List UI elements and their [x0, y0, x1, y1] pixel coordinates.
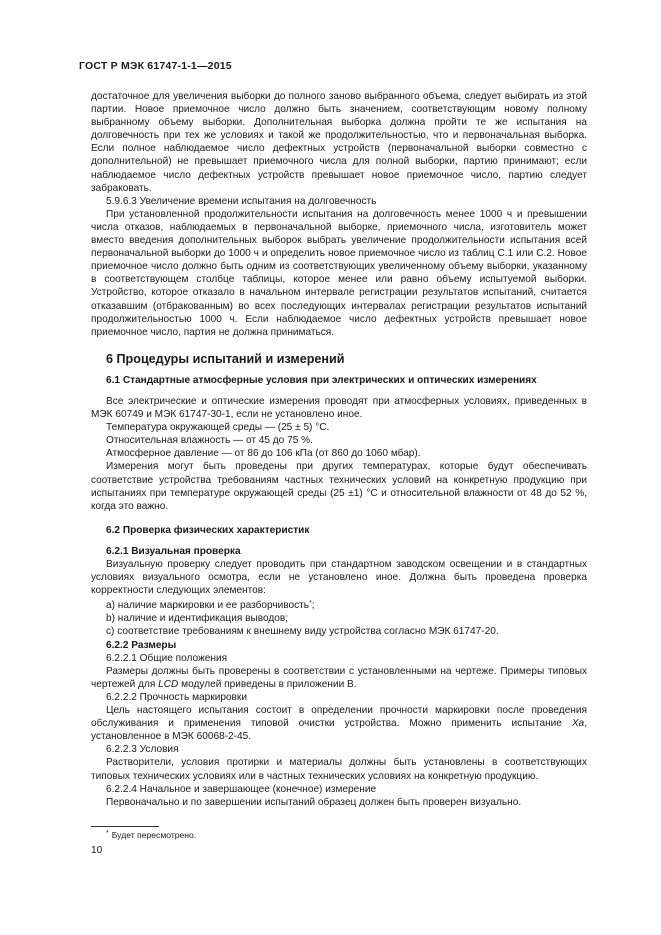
- text-run: Цель настоящего испытания состоит в определении прочности маркировки после проведения обслуживания и применения типовой очистки устройства. Можно применить испытание: [91, 705, 587, 730]
- text-run: модулей приведены в приложении В.: [178, 678, 357, 690]
- page-content: [91, 90, 587, 809]
- paragraph: Все электрические и оптические измерения проводят при атмосферных условиях, приведенных в МЭК 60749 и МЭК 61747-30-1, если не установлено иное.: [91, 395, 587, 421]
- paragraph: Относительная влажность — от 45 до 75 %.: [106, 435, 313, 447]
- paragraph: Первоначально и по завершении испытаний образец должен быть проверен визуально.: [106, 796, 522, 808]
- paragraph: Измерения могут быть проведены при других температурах, которые будут обеспечивать соответствие устройства требованиям частных технических условий на конкретную продукцию при испытаниях при температуре окружающей среды (25 ±1) °С и относительной влажности от 48 до 52 %, когда это важно.: [91, 461, 587, 512]
- paragraph: достаточное для увеличения выборки до полного заново выбранного объема, следует выбирать из этой партии. Новое приемочное число должно быть значением, соответствующим новому полному выбранному объему выборки. Дополнительная выборка должна пройти те же испытания на долговечность при тех же условиях и такой же продолжительностью, что и первоначальная выборка. Если полное наблюдаемое число дефектных устройств (первоначальной выборки совместно с дополнительной) не превышает приемочного числа для полной выборки, партию принимают; если наблюдаемое число дефектных устройств превышает новое приемочное число, партию следует забраковать.: [91, 91, 587, 194]
- paragraph: Температура окружающей среды — (25 ± 5) °С.: [106, 422, 330, 434]
- list-item: b) наличие и идентификация выводов;: [106, 613, 289, 625]
- text-run: Размеры должны быть проверены в соответствии с установленными на чертеже. Примеры типовых чертежей для: [91, 665, 587, 690]
- clause-heading: 6.2.2.1 Общие положения: [106, 652, 228, 664]
- document-header: ГОСТ Р МЭК 61747-1-1—2015: [79, 60, 232, 72]
- clause-heading: 6.2.2.3 Условия: [106, 744, 179, 756]
- footnote-marker: *: [106, 830, 109, 837]
- paragraph: Атмосферное давление — от 86 до 106 кПа (от 860 до 1060 мбар).: [106, 448, 421, 460]
- text-emphasis: Ха: [571, 718, 585, 730]
- paragraph: [91, 704, 587, 743]
- paragraph: [91, 665, 587, 691]
- subsection-heading: 6.2 Проверка физических характеристик: [106, 524, 310, 536]
- paragraph: При установленной продолжительности испытания на долговечность менее 1000 ч и превышении числа отказов, наблюдаемых в первоначальной выборке, приемочного числа, изготовитель может вместо введения дополнительных выборок выбрать увеличение продолжительности испытания всей первоначальной выборки до 1000 ч и определить новое приемочное число из таблиц С.1 или С.2. Новое приемочное число должно быть одним из соответствующих увеличенному объему выборки, указанному в соответствующем столбце таблицы, которое менее или равно объему испытуемой выборки. Устройство, которое отказало в начальном интервале регистрации результатов испытаний, считается отказавшим (отбракованным) во всех последующих интервалах регистрации результатов испытаний продолжительностью 1000 ч. Если наблюдаемое число дефектных устройств превышает новое приемочное число, партия не должна приниматься.: [91, 208, 587, 338]
- text-emphasis: LCD: [158, 678, 179, 690]
- paragraph: Визуальную проверку следует проводить при стандартном заводском освещении и в стандартных условиях визуального осмотра, если не установлено иное. Должна быть проведена проверка корректности следующих элементов:: [91, 559, 587, 597]
- list-item-text: a) наличие маркировки и ее разборчивость: [106, 600, 310, 612]
- footnote-divider: [91, 826, 159, 827]
- clause-heading: 6.2.2.4 Начальное и завершающее (конечное) измерение: [106, 783, 377, 795]
- subsection-heading: 6.1 Стандартные атмосферные условия при электрических и оптических измерениях: [106, 374, 537, 386]
- text-run: , установленное в МЭК 60068-2-45.: [91, 718, 587, 743]
- section-heading: 6 Процедуры испытаний и измерений: [106, 351, 345, 366]
- paragraph: Растворители, условия протирки и материалы должны быть установлены в соответствующих типовых технических условиях или в частных технических условиях на конкретную продукцию.: [91, 757, 587, 782]
- clause-heading: 6.2.2.2 Прочность маркировки: [106, 691, 247, 703]
- list-item-end: ;: [311, 600, 315, 612]
- list-item: c) соответствие требованиям к внешнему виду устройства согласно МЭК 61747-20.: [106, 626, 499, 638]
- clause-heading: 5.9.6.3 Увеличение времени испытания на долговечность: [106, 195, 377, 207]
- footnote: [106, 830, 196, 840]
- list-item: [91, 597, 587, 612]
- clause-heading: 6.2.1 Визуальная проверка: [106, 545, 241, 557]
- clause-heading: 6.2.2 Размеры: [106, 639, 177, 651]
- page-number: 10: [91, 845, 103, 856]
- footnote-text: Будет пересмотрено.: [111, 830, 197, 840]
- footnote-marker: *: [309, 600, 312, 608]
